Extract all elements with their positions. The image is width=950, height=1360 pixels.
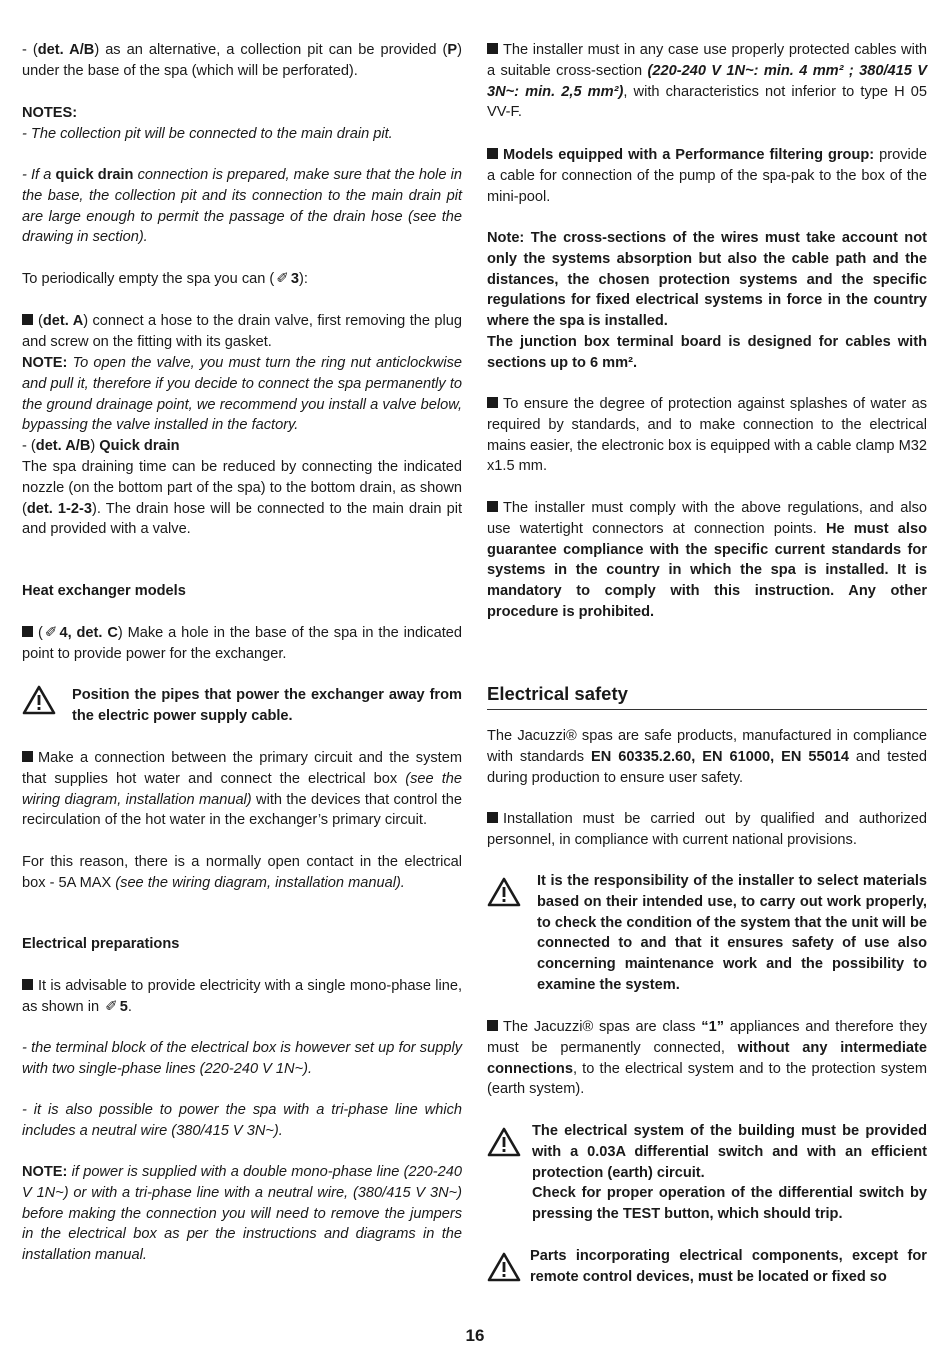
black-square-icon [22, 626, 33, 637]
tri-phase-paragraph: - it is also possible to power the spa with a tri-phase line which includes a neutral wire (380/415 V 3N~). [22, 1102, 462, 1139]
black-square-icon [22, 751, 33, 762]
pencil-icon: ✐ [105, 997, 118, 1015]
black-square-icon [487, 1020, 498, 1031]
terminal-block-paragraph: - the terminal block of the electrical box is however set up for supply with two single-phase lines (220-240 V 1N~). [22, 1040, 462, 1077]
heat-exchanger-paragraph: ( ✐ 4, det. C) Make a hole in the base of the spa in the indicated point to provide power for the exchanger. [22, 624, 462, 662]
heat-exchanger-heading: Heat exchanger models [22, 583, 186, 599]
black-square-icon [487, 397, 498, 408]
warning-triangle-icon [22, 685, 56, 715]
performance-paragraph: Models equipped with a Performance filtering group: provide a cable for connection of the pump of the spa-pak to the box of the mini-pool. [487, 147, 928, 205]
terminal-board-note: The junction box terminal board is designed for cables with sections up to 6 mm². [487, 334, 927, 371]
black-square-icon [22, 979, 33, 990]
heat-exchanger-warning: Position the pipes that power the exchanger away from the electric power supply cable. [22, 685, 462, 727]
notes-heading: NOTES: [22, 105, 78, 121]
empty-spa-intro: To periodically empty the spa you can ( ✐ 3): [22, 269, 462, 290]
det-a-paragraph: (det. A) connect a hose to the drain valve, first removing the plug and screw on the fitting with its gasket. [22, 313, 462, 350]
primary-circuit-paragraph: Make a connection between the primary circuit and the system that supplies hot water and connect the electrical box (see the wiring diagram, installation manual) with the devices that control the recirculation of the hot water in the exchanger’s primary circuit. [22, 750, 463, 829]
black-square-icon [487, 812, 498, 823]
black-square-icon [487, 43, 498, 54]
cables-paragraph: The installer must in any case use properly protected cables with a suitable cross-section (220-240 V 1N~: min. 4 mm² ; 380/415 V 3N~: min. 2,5 mm²), with characteristics not inferior to type H 05 VV-F. [487, 42, 927, 121]
power-supply-note: NOTE: if power is supplied with a double mono-phase line (220-240 V 1N~) or with a tri-phase line with a neutral wire, (380/415 V 3N~) before making the connection you will need to remove the jumpers in the electrical box as per the instructions and diagrams in the installation manual. [22, 1164, 462, 1264]
electrical-parts-warning: Parts incorporating electrical components, except for remote control devices, must be located or fixed so [487, 1246, 927, 1288]
note-collection-pit: - The collection pit will be connected to the main drain pit. [22, 126, 393, 142]
quick-drain-paragraph: The spa draining time can be reduced by connecting the indicated nozzle (on the bottom part of the spa) to the bottom drain, as shown (det. 1-2-3). The drain hose will be connected to the main drain pit and provided with a valve. [22, 459, 462, 538]
black-square-icon [487, 148, 498, 159]
warning-triangle-icon [487, 877, 521, 907]
note-quick-drain: - If a quick drain connection is prepared, make sure that the hole in the base, the collection pit and its connection to the main drain pit are large enough to permit the passage of the drain hose (see the drawing in section). [22, 167, 463, 246]
collection-pit-paragraph: - (det. A/B) as an alternative, a collection pit can be provided (P) under the base of the spa (which will be perforated). [22, 42, 462, 79]
black-square-icon [487, 501, 498, 512]
class-one-paragraph: The Jacuzzi® spas are class “1” appliances and therefore they must be permanently connected, without any intermediate connections, to the electrical system and to the protection system (earth system). [487, 1019, 927, 1098]
electrical-safety-heading: Electrical safety [487, 682, 927, 710]
warning-triangle-icon [487, 1252, 521, 1282]
page-number: 16 [465, 1326, 485, 1345]
wires-note: Note: The cross-sections of the wires must take account not only the systems absorption but also the cable path and the distances, the chosen protection systems and the specific regulations for fixed electrical systems in force in the country where the spa is installed. [487, 230, 927, 330]
differential-switch-warning: The electrical system of the building must be provided with a 0.03A differential switch and with an efficient protection (earth) circuit. Check for proper operation of the differential switch by pressing the TEST button, which should trip. [487, 1121, 927, 1225]
qualified-personnel-paragraph: Installation must be carried out by qualified and authorized personnel, in compliance with current national provisions. [487, 811, 927, 848]
det-a-note: NOTE: To open the valve, you must turn the ring nut anticlockwise and pull it, therefore if you decide to connect the spa permanently to the ground drainage point, we recommend you install a valve below, bypassing the valve installed in the factory. [22, 355, 462, 434]
electrical-preparations-heading: Electrical preparations [22, 936, 180, 952]
quick-drain-heading: - (det. A/B) Quick drain [22, 438, 180, 454]
safety-intro-paragraph: The Jacuzzi® spas are safe products, manufactured in compliance with standards EN 60335.2.60, EN 61000, EN 55014 and tested during production to ensure user safety. [487, 728, 928, 786]
warning-triangle-icon [487, 1127, 521, 1157]
pencil-icon: ✐ [44, 624, 58, 641]
pencil-icon: ✐ [276, 270, 289, 287]
installer-responsibility-warning: It is the responsibility of the installer to select materials based on their intended use, to carry out work properly, to check the condition of the system that the unit will be connected to and that it ensures safety of use also concerning maintenance work and the possibility to examine the system. [487, 871, 927, 996]
cable-clamp-paragraph: To ensure the degree of protection against splashes of water as required by standards, and to make connection to the electrical mains easier, the electronic box is equipped with a cable clamp M32 x1.5 mm. [487, 396, 927, 475]
mono-phase-paragraph: It is advisable to provide electricity with a single mono-phase line, as shown in ✐ 5. [22, 976, 462, 1018]
comply-paragraph: The installer must comply with the above regulations, and also use watertight connectors at connection points. He must also guarantee compliance with the specific current standards for systems in the country in which the spa is installed. It is mandatory to comply with this instruction. Any other procedure is prohibited. [487, 500, 927, 620]
black-square-icon [22, 314, 33, 325]
normally-open-contact-paragraph: For this reason, there is a normally open contact in the electrical box - 5A MAX (see the wiring diagram, installation manual). [22, 854, 462, 891]
